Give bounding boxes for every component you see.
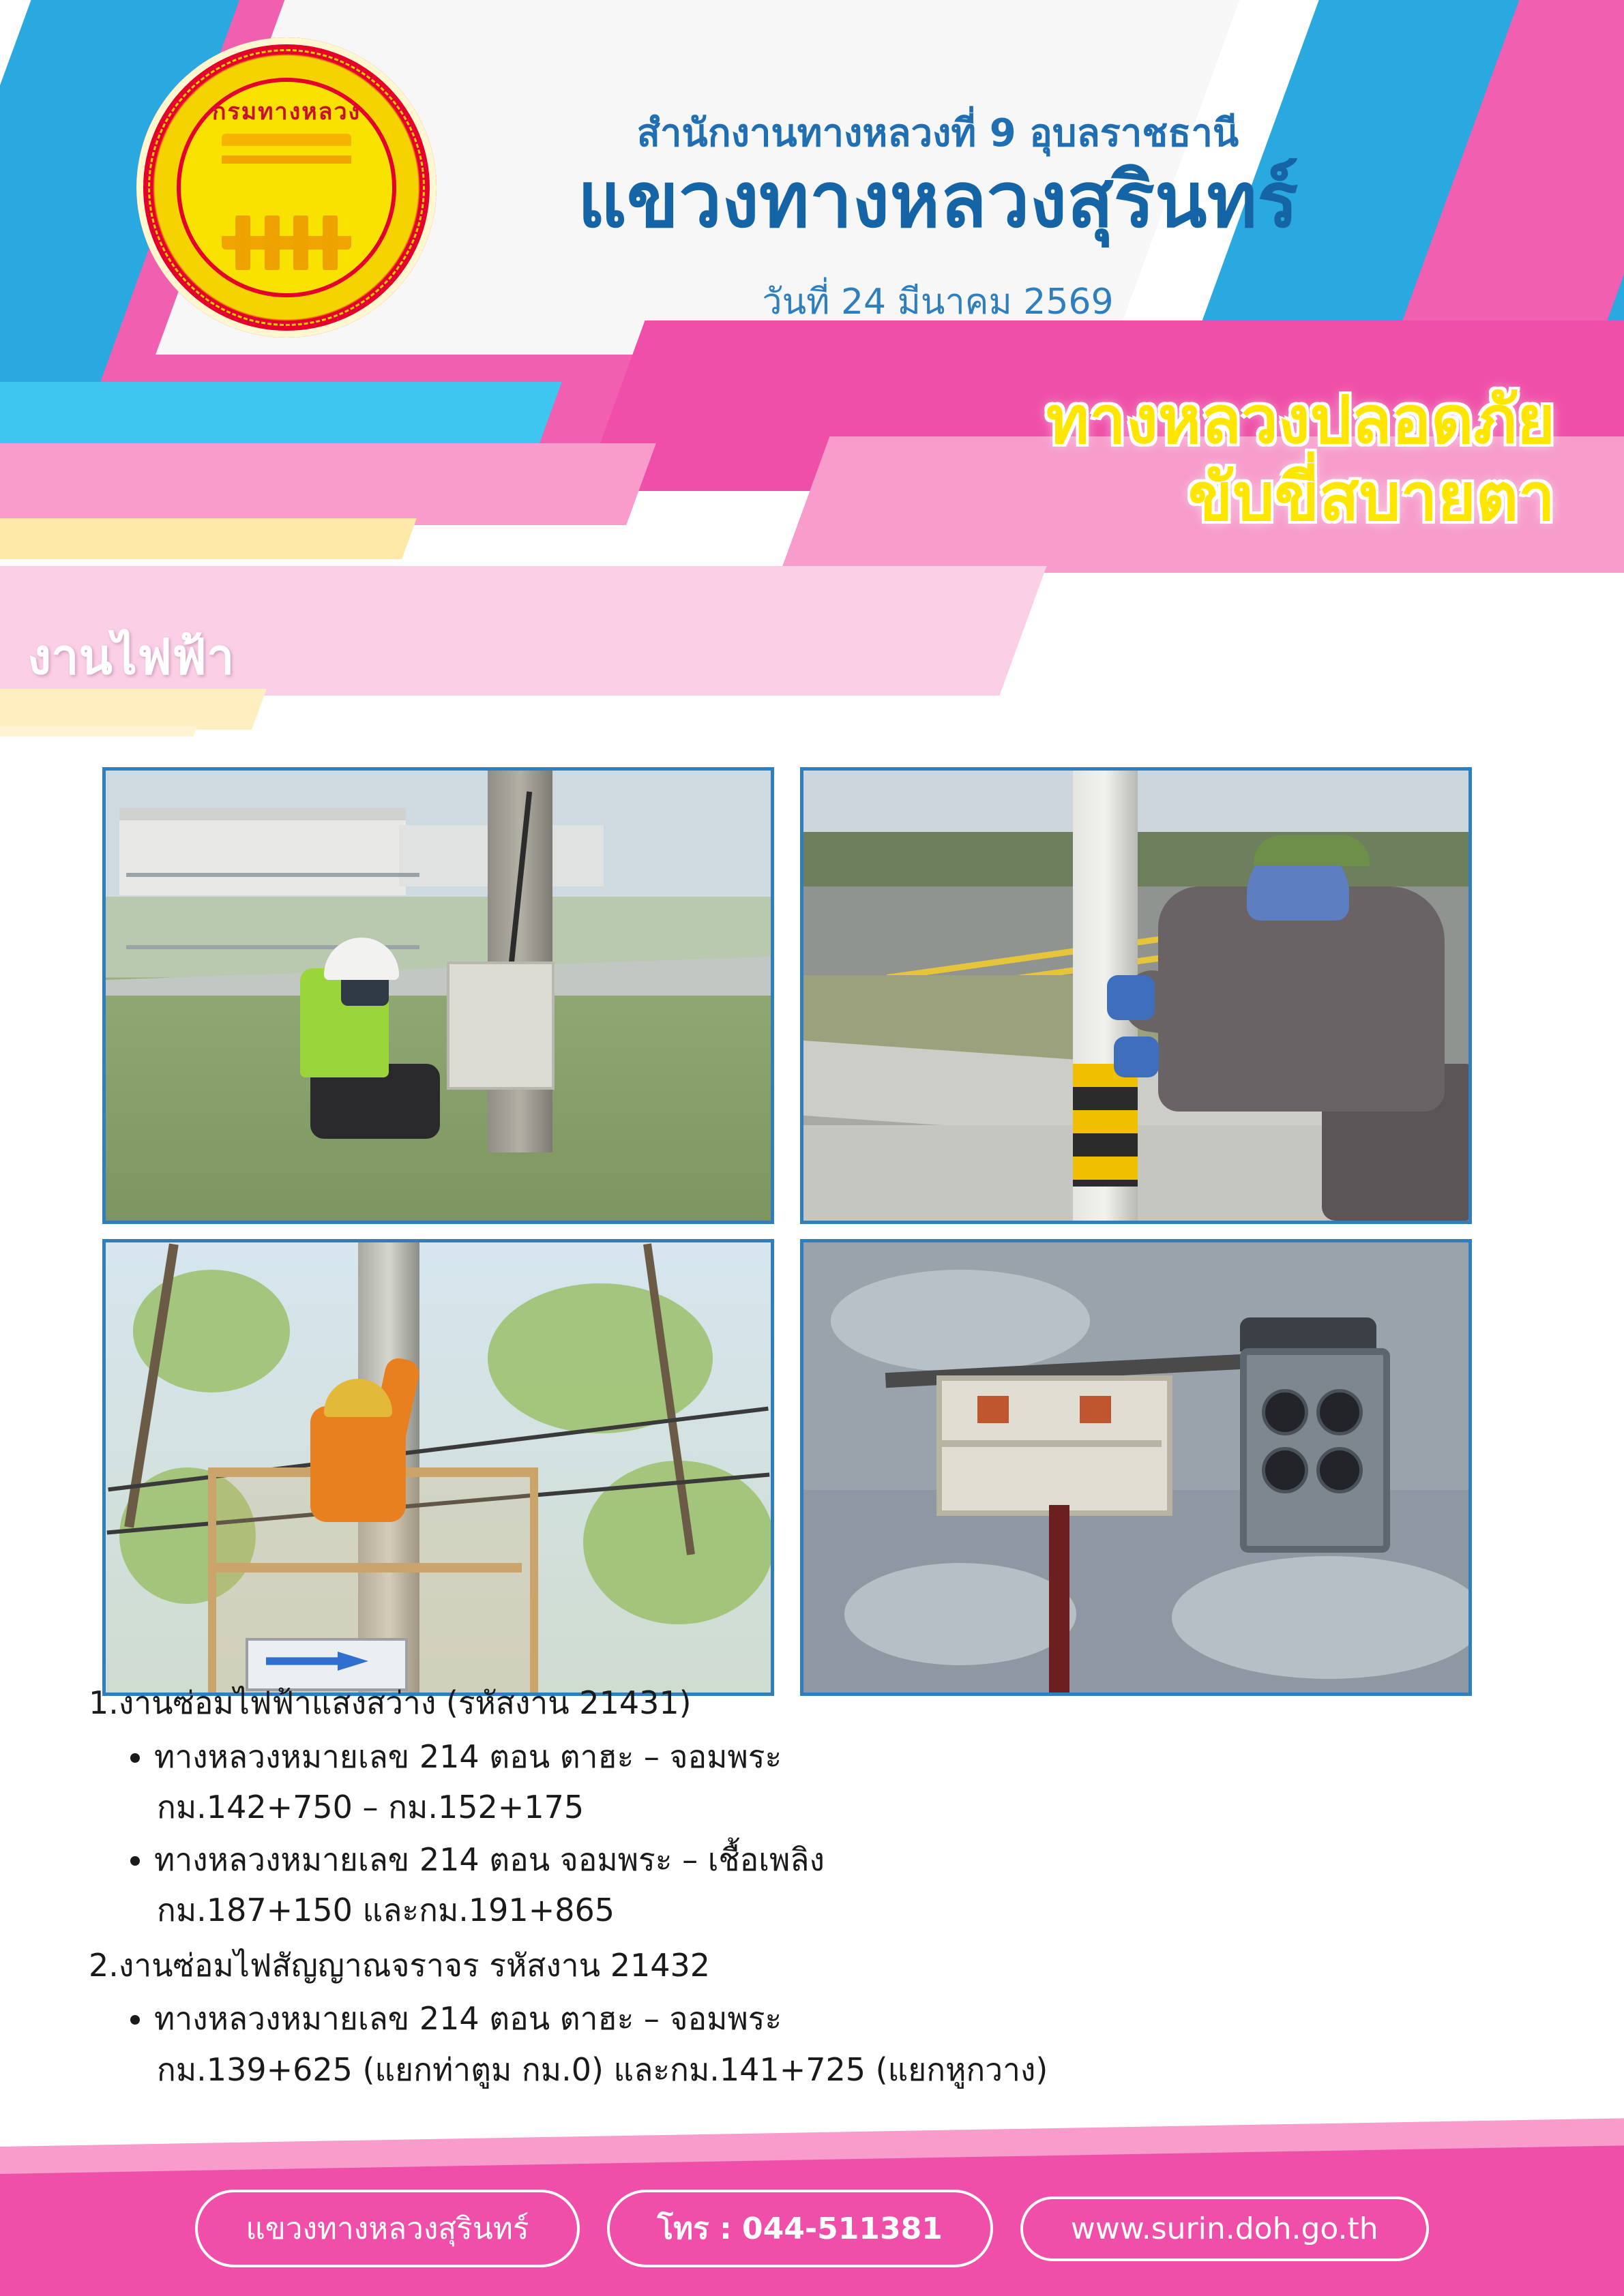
- photo-worker-pole-roadside: [800, 767, 1472, 1224]
- route-line: ทางหลวงหมายเลข 214 ตอน ตาฮะ – จอมพระ: [154, 2000, 782, 2038]
- header-yellow-band-3: [0, 726, 197, 736]
- footer: [0, 2091, 1624, 2296]
- slogan-line-2: ขับขี่สบายตา: [1187, 459, 1555, 536]
- work-item-2-heading: 2.งานซ่อมไฟสัญญาณจราจร รหัสงาน 21432: [89, 1946, 711, 1984]
- work-item-2-list: [89, 1993, 1521, 2095]
- work-detail-text: [89, 1678, 1521, 2099]
- route-line: ทางหลวงหมายเลข 214 ตอน ตาฮะ – จอมพระ: [154, 1738, 782, 1775]
- work-item-1-list: [89, 1731, 1521, 1936]
- photo-worker-control-box: [102, 767, 774, 1224]
- list-item: [154, 1834, 1521, 1936]
- km-line: กม.142+750 – กม.152+175: [157, 1789, 585, 1826]
- footer-phone-pill[interactable]: โทร : 044-511381: [607, 2190, 993, 2267]
- photo-worker-scaffold-tree: [102, 1239, 774, 1696]
- office-line: สำนักงานทางหลวงที่ 9 อุบลราชธานี: [636, 111, 1239, 155]
- work-item-1-heading: 1.งานซ่อมไฟฟ้าแสงสว่าง (รหัสงาน 21431): [89, 1684, 692, 1721]
- footer-contacts: [0, 2190, 1624, 2267]
- photo-traffic-signal-crane: [800, 1239, 1472, 1696]
- logo-pillars-icon: [235, 215, 338, 270]
- header-yellow-band: [0, 518, 417, 559]
- km-line: กม.187+150 และกม.191+865: [157, 1892, 615, 1929]
- logo-emblem: [177, 78, 396, 297]
- slogan: [546, 382, 1555, 537]
- footer-org-pill: แขวงทางหลวงสุรินทร์: [195, 2190, 579, 2267]
- slogan-line-1: ทางหลวงปลอดภัย: [1046, 382, 1555, 458]
- km-line: กม.139+625 (แยกท่าตูม กม.0) และกม.141+725 (แยกหูกวาง): [157, 2051, 1048, 2088]
- department-logo: [136, 38, 437, 338]
- photo-grid: [102, 767, 1521, 1696]
- list-item: [154, 1731, 1521, 1833]
- section-title: งานไฟฟ้า: [27, 628, 235, 685]
- footer-website-pill[interactable]: www.surin.doh.go.th: [1020, 2196, 1429, 2261]
- page-title: แขวงทางหลวงสุรินทร์: [577, 156, 1299, 245]
- date-line: วันที่ 24 มีนาคม 2569: [762, 282, 1114, 323]
- logo-text: กรมทางหลวง: [211, 98, 361, 125]
- list-item: [154, 1993, 1521, 2095]
- route-line: ทางหลวงหมายเลข 214 ตอน จอมพระ – เชื้อเพลิง: [154, 1840, 825, 1878]
